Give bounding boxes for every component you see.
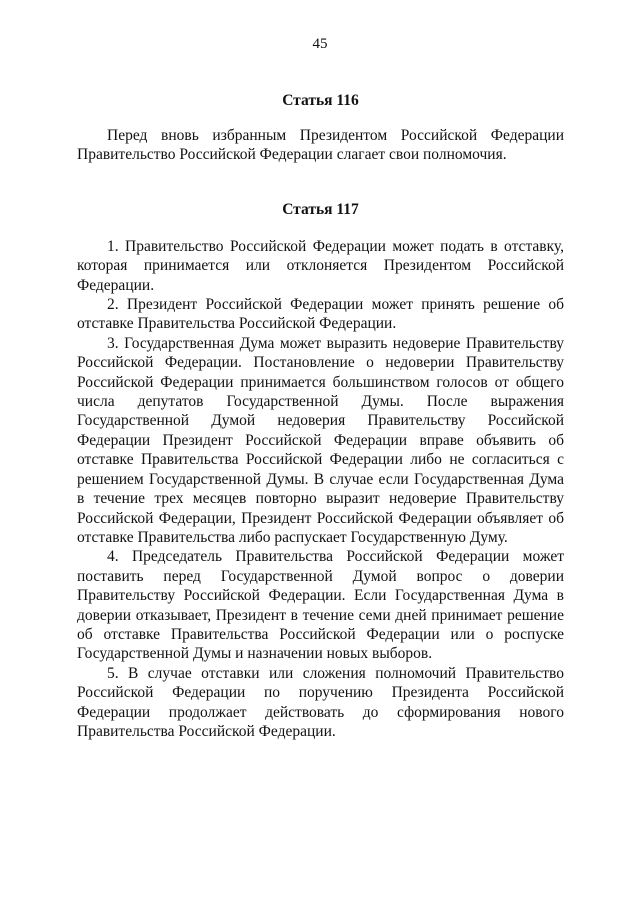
- article-title: Статья 116: [282, 92, 359, 109]
- paragraph-5: 5. В случае отставки или сложения полномочий Правительство Российской Федерации по поручению Президента Российской Федерации продолжает действовать до сформирования нового Правительства Российской Федерации.: [77, 664, 564, 740]
- article-117: [77, 201, 564, 742]
- paragraph: Перед вновь избранным Президентом Российской Федерации Правительство Российской Федерации слагает свои полномочия.: [77, 127, 564, 164]
- article-title: Статья 117: [282, 200, 359, 218]
- paragraph-1: 1. Правительство Российской Федерации может подать в отставку, которая принимается или отклоняется Президентом Российской Федерации.: [77, 237, 564, 294]
- page-number: 45: [312, 36, 328, 52]
- document-body: [77, 92, 564, 741]
- paragraph-3: 3. Государственная Дума может выразить недоверие Правительству Российской Федерации. Постановление о недоверии Правительству Российской Федерации принимается большинством голосов от общего числа депутатов Государственной Думы. После выражения Государственной Думой недоверия Правительству Российской Федерации Президент Российской Федерации вправе объявить об отставке Правительства Российской Федерации либо не согласиться с решением Государственной Думы. В случае если Государственная Дума в течение трех месяцев повторно выразит недоверие Правительству Российской Федерации, Президент Российской Федерации объявляет об отставке Правительства либо распускает Государственную Думу.: [77, 334, 564, 546]
- article-116: [77, 92, 564, 165]
- paragraph-2: 2. Президент Российской Федерации может принять решение об отставке Правительства Российской Федерации.: [77, 296, 564, 333]
- paragraph-4: 4. Председатель Правительства Российской Федерации может поставить перед Государственной Думой вопрос о доверии Правительству Российской Федерации. Если Государственная Дума в доверии отказывает, Президент в течение семи дней принимает решение об отставке Правительства Российской Федерации или о роспуске Государственной Думы и назначении новых выборов.: [77, 548, 564, 663]
